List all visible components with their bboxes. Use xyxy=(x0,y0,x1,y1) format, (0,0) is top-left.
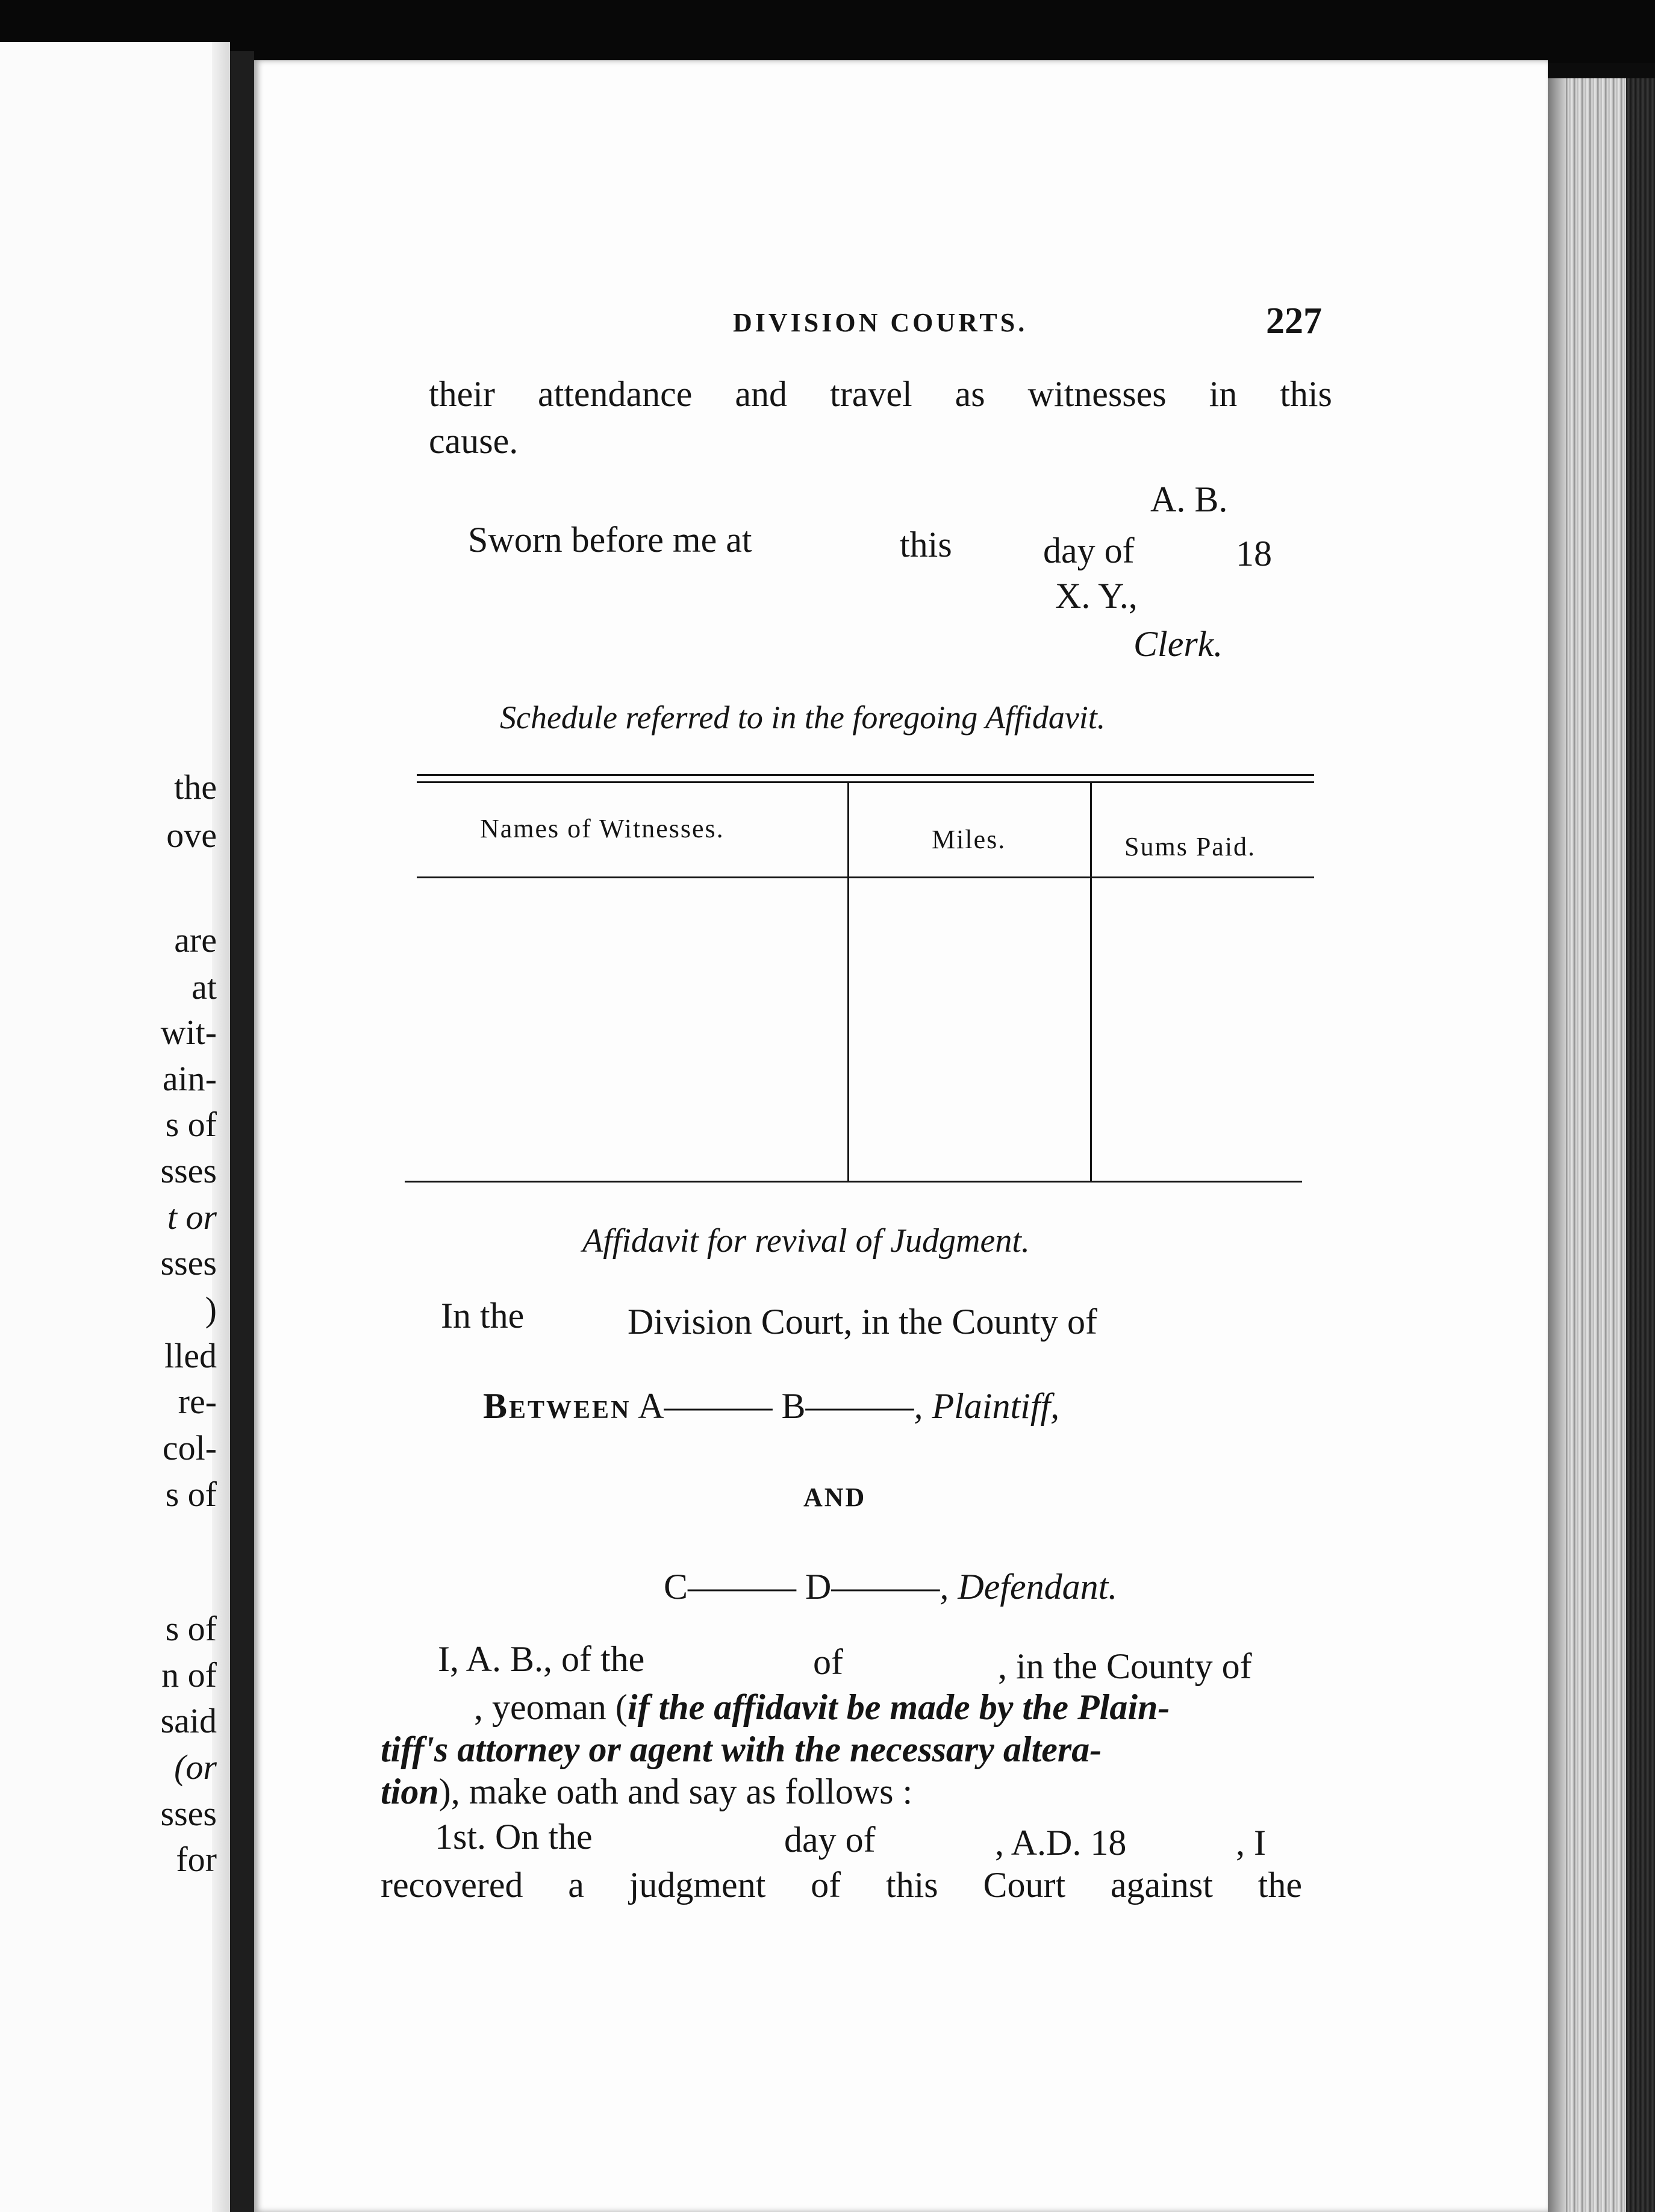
parties-defendant: C——— D———, Defendant. xyxy=(664,1567,1118,1607)
defendant-role: , Defendant. xyxy=(940,1567,1118,1607)
prev-page-fragment: lled xyxy=(164,1336,217,1375)
plaintiff-last-initial: B xyxy=(781,1386,806,1426)
column-header-miles: Miles. xyxy=(932,825,1006,854)
book-gutter xyxy=(230,51,254,2212)
prev-page-fragment: s of xyxy=(165,1609,217,1648)
jurat-sworn-before: Sworn before me at xyxy=(468,520,752,560)
prev-page-fragment: for xyxy=(176,1840,217,1879)
prev-page-fragment: col- xyxy=(162,1428,217,1467)
prev-page-fragment: the xyxy=(174,767,217,807)
column-header-sums-paid: Sums Paid. xyxy=(1124,832,1256,861)
previous-page xyxy=(0,42,230,2212)
prev-page-fragment: re- xyxy=(178,1382,217,1421)
running-title: DIVISION COURTS. xyxy=(733,308,1028,337)
plaintiff-first-initial: A xyxy=(638,1386,664,1426)
body-line: , in the County of xyxy=(998,1646,1252,1686)
table-column-divider xyxy=(1090,783,1092,1181)
body-line: , I xyxy=(1236,1823,1266,1863)
body-line: tion), make oath and say as follows : xyxy=(381,1772,913,1811)
jurat-this: this xyxy=(900,525,952,564)
prev-page-fragment: said xyxy=(160,1701,217,1740)
jurat-day-of: day of xyxy=(1043,531,1135,570)
and-label: AND xyxy=(803,1482,867,1512)
table-bottom-rule xyxy=(405,1181,1302,1183)
text-line: their attendance and travel as witnesses in this xyxy=(429,374,1332,414)
clerk-initials: X. Y., xyxy=(1055,576,1138,616)
prev-page-fragment: ) xyxy=(205,1290,217,1329)
clerk-title: Clerk. xyxy=(1133,624,1223,664)
defendant-first-initial: C xyxy=(664,1567,688,1607)
table-top-rule xyxy=(417,781,1314,783)
body-line: I, A. B., of the xyxy=(438,1639,645,1679)
prev-page-fragment: are xyxy=(174,920,217,960)
table-top-rule xyxy=(417,774,1314,776)
body-line: of xyxy=(813,1642,843,1682)
prev-page-fragment: t or xyxy=(167,1198,217,1237)
between-label: Between xyxy=(483,1386,631,1426)
schedule-caption: Schedule referred to in the foregoing Affidavit. xyxy=(500,699,1106,736)
body-line: day of xyxy=(784,1820,876,1860)
prev-page-fragment: wit- xyxy=(160,1013,217,1052)
court-line-start: In the xyxy=(441,1296,525,1336)
body-line: , yeoman (if the affidavit be made by the Plain- xyxy=(474,1687,1170,1727)
prev-page-fragment: sses xyxy=(160,1243,217,1283)
column-header-names: Names of Witnesses. xyxy=(480,814,725,843)
section-title: Affidavit for revival of Judgment. xyxy=(582,1222,1030,1260)
text-line: recovered a judgment of this Court against the xyxy=(381,1865,1302,1905)
defendant-last-initial: D xyxy=(805,1567,832,1607)
prev-page-fragment: sses xyxy=(160,1151,217,1190)
deponent-signature: A. B. xyxy=(1150,480,1228,519)
plaintiff-role: , Plaintiff, xyxy=(914,1386,1060,1426)
prev-page-fragment: (or xyxy=(174,1748,217,1787)
body-line: tiff's attorney or agent with the necessary altera- xyxy=(381,1729,1102,1769)
table-header-rule xyxy=(417,876,1314,878)
body-line: , A.D. 18 xyxy=(995,1823,1127,1863)
book-edge-pages xyxy=(1548,78,1655,2212)
page-number: 227 xyxy=(1266,301,1322,342)
prev-page-fragment: ove xyxy=(166,816,217,855)
court-line-end: Division Court, in the County of xyxy=(628,1302,1097,1342)
prev-page-fragment: ain- xyxy=(162,1059,217,1098)
text-line: cause. xyxy=(429,421,519,461)
prev-page-fragment: n of xyxy=(161,1655,217,1695)
prev-page-fragment: s of xyxy=(165,1475,217,1514)
body-line: 1st. On the xyxy=(435,1817,593,1857)
book-page xyxy=(254,60,1548,2212)
table-column-divider xyxy=(847,783,849,1181)
jurat-year: 18 xyxy=(1236,534,1272,573)
parties-plaintiff: Between A——— B———, Plaintiff, xyxy=(483,1386,1060,1426)
prev-page-fragment: s of xyxy=(165,1105,217,1144)
prev-page-fragment: sses xyxy=(160,1794,217,1833)
prev-page-fragment: at xyxy=(192,967,217,1007)
